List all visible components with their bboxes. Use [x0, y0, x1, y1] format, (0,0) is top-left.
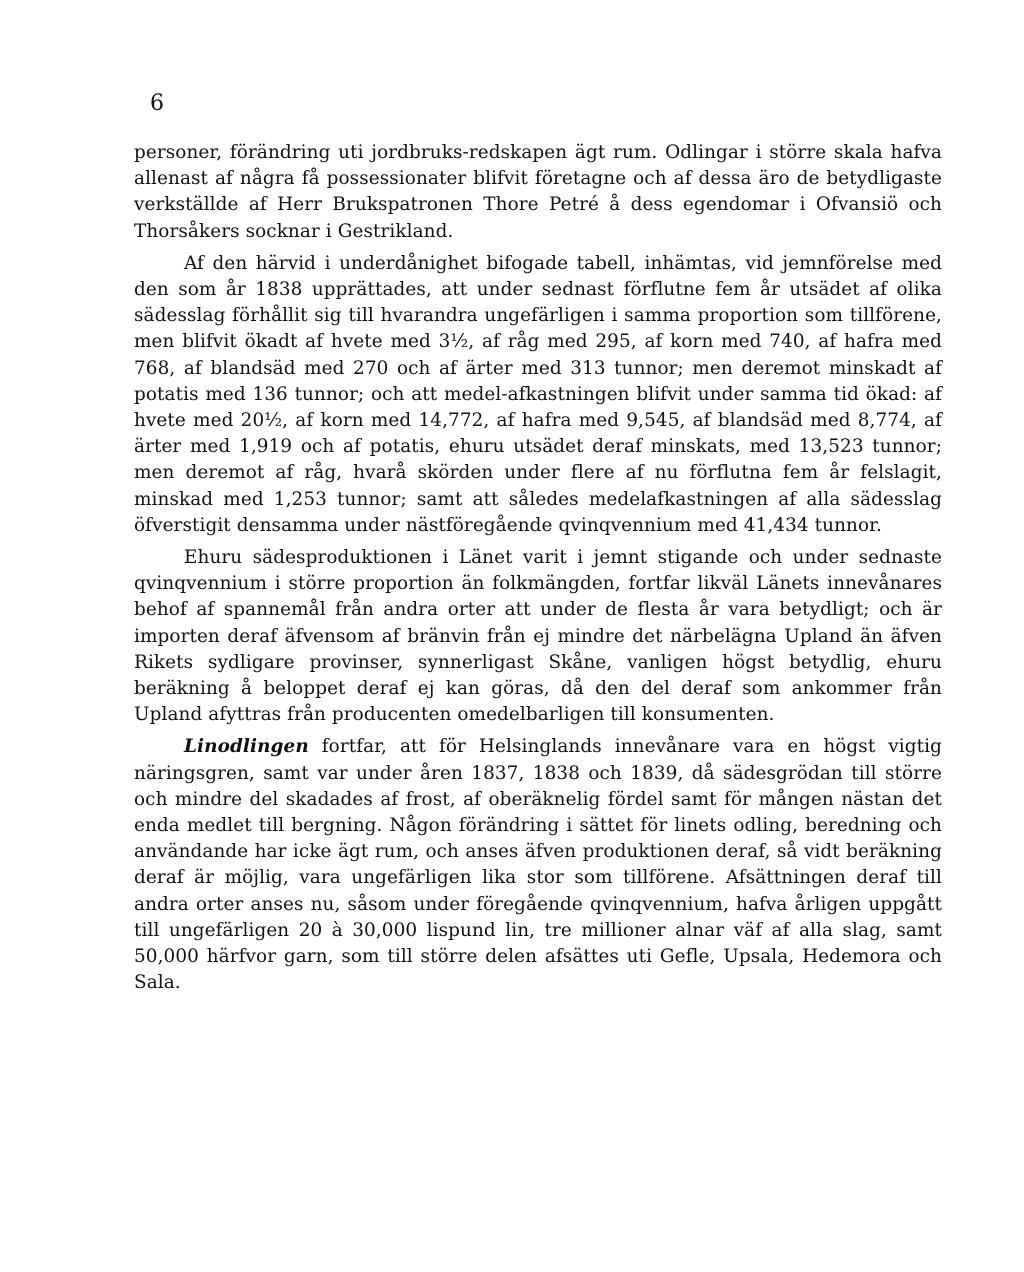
paragraph-1: personer, förändring uti jordbruks-redskapen ägt rum. Odlingar i större skala hafva allenast af några få possessionater blifvit företagne och af dessa äro de betydligaste verkställde af Herr Brukspatronen Thore Petré å dess egendomar i Ofvansiö och Thorsåkers socknar i Gestrikland.: [134, 142, 942, 242]
paragraph-4: [134, 734, 942, 996]
paragraph-3: Ehuru sädesproduktionen i Länet varit i jemnt stigande och under sednaste qvinqvennium i större proportion än folkmängden, fortfar likväl Länets innevånares behof af spannemål från andra orter att under de flesta år vara betydligt; och är importen deraf äfvensom af bränvin från ej mindre det närbelägna Upland än äfven Rikets sydligare provinser, synnerligast Skåne, vanligen högst betydlig, ehuru beräkning å beloppet deraf ej kan göras, då den del deraf som ankommer från Upland afyttras från producenten omedelbarligen till konsumenten.: [134, 547, 942, 726]
page-number: 6: [150, 91, 164, 116]
body-text: [134, 140, 942, 1003]
paragraph-4-lead-word: Linodlingen: [184, 736, 309, 758]
paragraph-4-text: fortfar, att för Helsinglands innevånare vara en högst vigtig näringsgren, samt var under åren 1837, 1838 och 1839, då sädesgrödan till större och mindre del skadades af frost, af oberäknelig fördel samt för mången nästan det enda medlet till bergning. Någon förändring i sättet för linets odling, beredning och användande har icke ägt rum, och anses äfven produktionen deraf, så vidt beräkning deraf är möjlig, vara ungefärligen lika stor som tillförene. Afsättningen deraf till andra orter anses nu, såsom under föregående qvinqvennium, hafva årligen uppgått till ungefärligen 20 à 30,000 lispund lin, tre millioner alnar väf af alla slag, samt 50,000 härfvor garn, som till större delen afsättes uti Gefle, Upsala, Hedemora och Sala.: [134, 736, 942, 994]
paragraph-2: Af den härvid i underdånighet bifogade tabell, inhämtas, vid jemnförelse med den som år 1838 upprättades, att under sednast förflutne fem år utsädet af olika sädesslag förhållit sig till hvarandra ungefärligen i samma proportion som tillförene, men blifvit ökadt af hvete med 3½, af råg med 295, af korn med 740, af hafra med 768, af blandsäd med 270 och af ärter med 313 tunnor; men deremot minskadt af potatis med 136 tunnor; och att medel-afkastningen blifvit under samma tid ökad: af hvete med 20½, af korn med 14,772, af hafra med 9,545, af blandsäd med 8,774, af ärter med 1,919 och af potatis, ehuru utsädet deraf minskats, med 13,523 tunnor; men deremot af råg, hvarå skörden under flere af nu förflutna fem år felslagit, minskad med 1,253 tunnor; samt att således medelafkastningen af alla sädesslag öfverstigit densamma under nästföregående qvinqvennium med 41,434 tunnor.: [134, 252, 942, 536]
